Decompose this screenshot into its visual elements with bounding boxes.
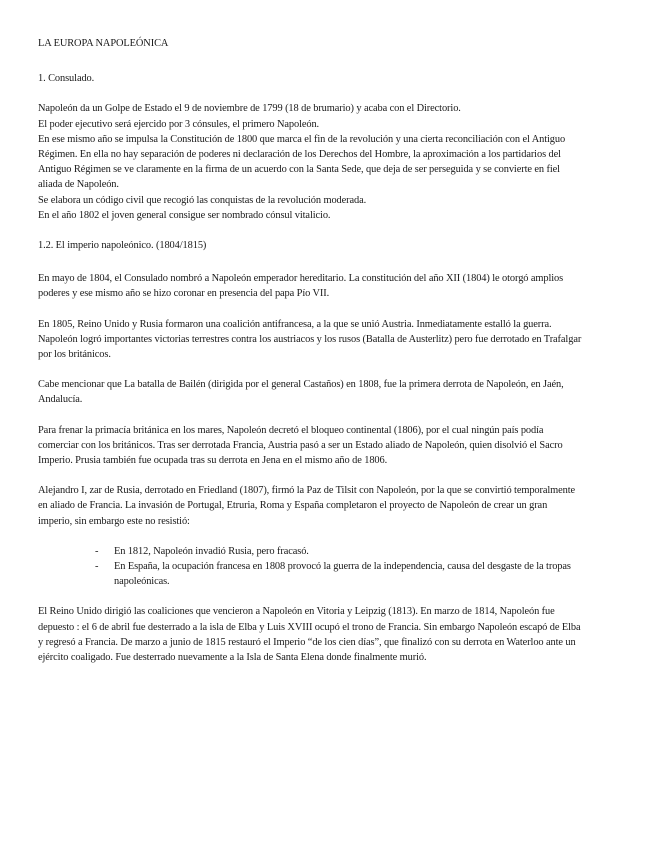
- paragraph: En mayo de 1804, el Consulado nombró a Napoleón emperador hereditario. La constitución del año XII (1804) le otorgó amplios poderes y ese mismo año se hizo coronar en presencia del papa Pío VII.: [38, 273, 564, 300]
- paragraph: Para frenar la primacía británica en los mares, Napoleón decretó el bloqueo continental (1806), por el cual ningún país podía comerciar con los británicos. Tras ser derrotada Francia, Austria pasó a ser un Estado aliado de Napoleón, quien disolvió el Sacro Imperio. Prusia también fue ocupada tras su derrota en Jena en el mismo año de 1806.: [38, 424, 563, 467]
- bullet-marker: -: [95, 561, 99, 573]
- section1-heading: 1. Consulado.: [38, 73, 95, 85]
- section1-line: En el año 1802 el joven general consigue ser nombrado cónsul vitalicio.: [38, 209, 331, 221]
- paragraph: En 1805, Reino Unido y Rusia formaron una coalición antifrancesa, a la que se unió Austria. Inmediatamente estalló la guerra. Napoleón logró importantes victorias terrestres contra los austriacos y los rusos (Batalla de Austerlitz) pero fue derrotado en Trafalgar por los británicos.: [38, 318, 582, 361]
- document-title: LA EUROPA NAPOLEÓNICA: [38, 38, 169, 49]
- section1-line: Se elabora un código civil que recogió las conquistas de la revolución moderada.: [38, 194, 367, 206]
- section2-heading: 1.2. El imperio napoleónico. (1804/1815): [38, 240, 207, 252]
- list-item: [38, 544, 583, 559]
- document-page: [38, 36, 583, 665]
- final-paragraph: El Reino Unido dirigió las coaliciones que vencieron a Napoleón en Vitoria y Leipzig (1813). En marzo de 1814, Napoleón fue depuesto : el 6 de abril fue desterrado a la isla de Elba y Luis XVIII ocupó el trono de Francia. Sin embargo Napoleón escapó de Elba y regresó a Francia. De marzo a junio de 1815 restauró el Imperio “de los cien días”, que finalizó con su derrota en Waterloo ante un ejército coaligado. Fue desterrado nuevamente a la Isla de Santa Elena donde finalmente murió.: [38, 606, 581, 664]
- bullet-list: [38, 544, 583, 590]
- section1-line: En ese mismo año se impulsa la Constitución de 1800 que marca el fin de la revolución y una cierta reconciliación con el Antiguo Régimen. En ella no hay separación de poderes ni declaración de los Derechos del Hombre, la aproximación a los partidarios del Antiguo Régimen se ve claramente en la firma de un acuerdo con la Santa Sede, que deja de ser perseguida y se convierte en fiel aliada de Napoleón.: [38, 133, 566, 191]
- bullet-marker: -: [95, 545, 99, 557]
- section1-line: Napoleón da un Golpe de Estado el 9 de noviembre de 1799 (18 de brumario) y acaba con el Directorio.: [38, 103, 461, 115]
- section1-line: El poder ejecutivo será ejercido por 3 cónsules, el primero Napoleón.: [38, 118, 320, 130]
- list-item-text: En España, la ocupación francesa en 1808 provocó la guerra de la independencia, causa del desgaste de la tropas napoleónicas.: [114, 561, 571, 588]
- list-item-text: En 1812, Napoleón invadió Rusia, pero fracasó.: [114, 545, 309, 557]
- paragraph: Cabe mencionar que La batalla de Bailén (dirigida por el general Castaños) en 1808, fue la primera derrota de Napoleón, en Jaén, Andalucía.: [38, 379, 564, 406]
- list-item: [38, 559, 583, 589]
- paragraph: Alejandro I, zar de Rusia, derrotado en Friedland (1807), firmó la Paz de Tilsit con Napoleón, por la que se convirtió temporalmente en aliado de Francia. La invasión de Portugal, Etruria, Roma y España completaron el proyecto de Napoleón de crear un gran imperio, sin embargo este no resistió:: [38, 485, 576, 527]
- section1-body: [38, 101, 583, 223]
